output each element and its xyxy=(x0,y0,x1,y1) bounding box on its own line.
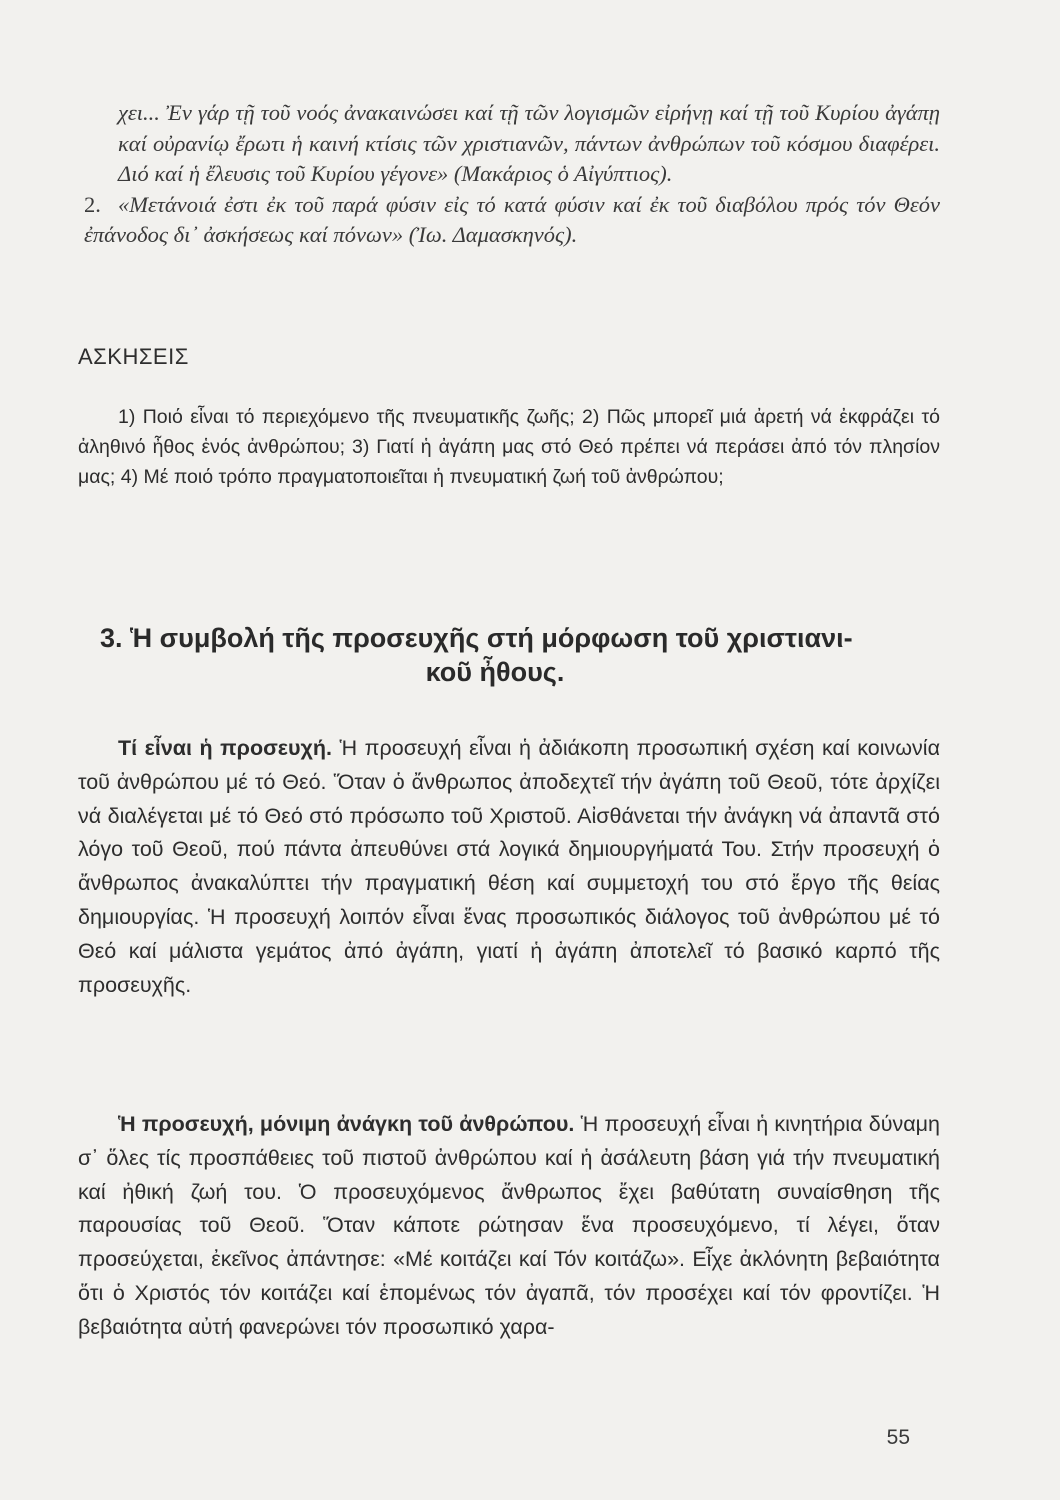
quote-paragraph-2 xyxy=(84,190,940,251)
quote-block xyxy=(84,98,940,251)
quote-paragraph-1: χει... Ἐν γάρ τῇ τοῦ νοός ἀνακαινώσει καί τῇ τῶν λογισμῶν εἰρήνῃ καί τῇ τοῦ Κυρίου ἀγάπῃ καί οὐρανίῳ ἔρωτι ἡ καινή κτίσις τῶν χριστιανῶν, πάντων ἀνθρώπων τοῦ κόσμου διαφέρει. Διό καί ἡ ἔλευσις τοῦ Κυρίου γέγονε» (Μακάριος ὁ Αἰγύπτιος). xyxy=(118,100,940,186)
paragraph-prayer-need xyxy=(78,1108,940,1345)
section-heading xyxy=(100,621,960,689)
quote-paragraph-2-text: «Μετάνοιά ἐστι ἐκ τοῦ παρά φύσιν εἰς τό κατά φύσιν καί ἐκ τοῦ διαβόλου πρός τόν Θεόν ἐπάνοδος δι᾽ ἀσκήσεως καί πόνων» (Ἰω. Δαμασκηνός). xyxy=(84,191,940,247)
paragraph-text: Ἡ προσευχή εἶναι ἡ κινητήρια δύναμη σ᾽ ὅλες τίς προσπάθειες τοῦ πιστοῦ ἀνθρώπου καί ἡ ἀσάλευτη βάση γιά τήν πνευματική καί ἠθική ζωή του. Ὁ προσευχόμενος ἄνθρωπος ἔχει βαθύτατη συναίσθηση τῆς παρουσίας τοῦ Θεοῦ. Ὅταν κάποτε ρώτησαν ἕνα προσευχόμενο, τί λέγει, ὅταν προσεύχεται, ἐκεῖνος ἀπάντησε: «Μέ κοιτάζει καί Τόν κοιτάζω». Εἶχε ἀκλόνητη βεβαιότητα ὅτι ὁ Χριστός τόν κοιτάζει καί ἑπομένως τόν ἀγαπᾶ, τόν προσέχει καί τόν φροντίζει. Ἡ βεβαιότητα αὐτή φανερώνει τόν προσωπικό χαρα- xyxy=(78,1112,940,1339)
paragraph-lead: Ἡ προσευχή, μόνιμη ἀνάγκη τοῦ ἀνθρώπου. xyxy=(118,1112,575,1136)
section-heading-line-2: κοῦ ἦθους. xyxy=(425,657,565,687)
quote-number: 2. xyxy=(84,191,101,217)
paragraph-what-is-prayer xyxy=(78,732,940,1002)
section-heading-line-1: 3. Ἡ συμβολή τῆς προσευχῆς στή μόρφωση τοῦ χριστιανι- xyxy=(100,623,853,653)
exercises-text: 1) Ποιό εἶναι τό περιεχόμενο τῆς πνευματικῆς ζωῆς; 2) Πῶς μπορεῖ μιά ἀρετή νά ἐκφράζει τό ἀληθινό ἦθος ἑνός ἀνθρώπου; 3) Γιατί ἡ ἀγάπη μας στό Θεό πρέπει νά περάσει ἀπό τόν πλησίον μας; 4) Μέ ποιό τρόπο πραγματοποιεῖται ἡ πνευματική ζωή τοῦ ἀνθρώπου; xyxy=(78,406,940,488)
exercises-title: ΑΣΚΗΣΕΙΣ xyxy=(78,344,189,369)
paragraph-text: Ἡ προσευχή εἶναι ἡ ἀδιάκοπη προσωπική σχέση καί κοινωνία τοῦ ἀνθρώπου μέ τό Θεό. Ὅταν ὁ ἄνθρωπος ἀποδεχτεῖ τήν ἀγάπη τοῦ Θεοῦ, τότε ἀρχίζει νά διαλέγεται μέ τό Θεό στό πρόσωπο τοῦ Χριστοῦ. Αἰσθάνεται τήν ἀνάγκη νά ἀπαντᾶ στό λόγο τοῦ Θεοῦ, πού πάντα ἀπευθύνει στά λογικά δημιουργήματά Του. Στήν προσευχή ὁ ἄνθρωπος ἀνακαλύπτει τήν πραγματική θέση καί συμμετοχή του στό ἔργο τῆς θείας δημιουργίας. Ἡ προσευχή λοιπόν εἶναι ἕνας προσωπικός διάλογος τοῦ ἀνθρώπου μέ τό Θεό καί μάλιστα γεμάτος ἀπό ἀγάπη, γιατί ἡ ἀγάπη ἀποτελεῖ τό βασικό καρπό τῆς προσευχῆς. xyxy=(78,736,940,997)
page-number: 55 xyxy=(886,1426,910,1449)
paragraph-lead: Τί εἶναι ἡ προσευχή. xyxy=(118,736,332,760)
